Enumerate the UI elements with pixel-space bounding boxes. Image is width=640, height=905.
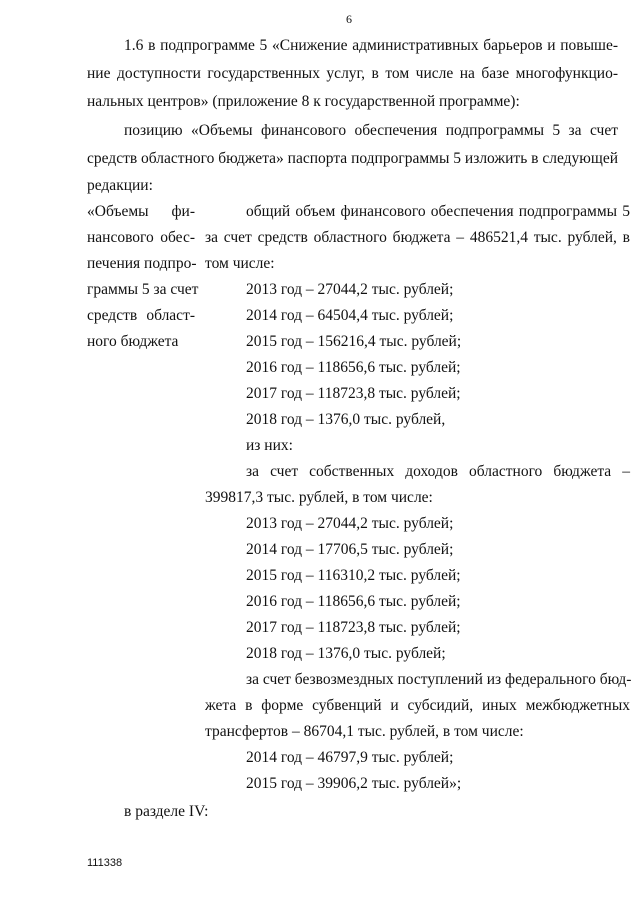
left-column-line: граммы 5 за счет: [87, 281, 199, 298]
section-line: в разделе IV:: [124, 803, 209, 820]
left-column-line: ного бюджета: [87, 333, 179, 350]
left-column-line: печения подпро-: [87, 255, 197, 272]
intro-line: 1.6 в подпрограмме 5 «Снижение административных барьеров и повыше-: [124, 37, 618, 54]
total-year-line: 2013 год – 27044,2 тыс. рублей;: [246, 281, 454, 298]
federal-year-line: 2014 год – 46797,9 тыс. рублей;: [246, 749, 454, 766]
own-year-line: 2014 год – 17706,5 тыс. рублей;: [246, 541, 454, 558]
position-line: позицию «Объемы финансового обеспечения подпрограммы 5 за счет: [124, 122, 618, 139]
intro-line: ние доступности государственных услуг, в том числе на базе многофункцио-: [87, 65, 618, 82]
own-income-line: за счет собственных доходов областного бюджета –: [246, 463, 630, 480]
own-year-line: 2017 год – 118723,8 тыс. рублей;: [246, 619, 461, 636]
total-year-line: 2014 год – 64504,4 тыс. рублей;: [246, 307, 454, 324]
total-line: том числе:: [205, 255, 275, 272]
federal-line: жета в форме субвенций и субсидий, иных межбюджетных: [205, 697, 630, 714]
own-year-line: 2018 год – 1376,0 тыс. рублей;: [246, 645, 446, 662]
of-them-line: из них:: [246, 437, 293, 454]
position-line: редакции:: [87, 177, 153, 194]
left-column-line: «Объемы фи-: [87, 203, 195, 220]
total-line: за счет средств областного бюджета – 486521,4 тыс. рублей, в: [205, 229, 630, 246]
federal-year-line: 2015 год – 39906,2 тыс. рублей»;: [246, 775, 462, 792]
federal-line: трансфертов – 86704,1 тыс. рублей, в том числе:: [205, 723, 524, 740]
position-line: средств областного бюджета» паспорта подпрограммы 5 изложить в следующей: [87, 150, 618, 167]
own-year-line: 2016 год – 118656,6 тыс. рублей;: [246, 593, 461, 610]
own-year-line: 2015 год – 116310,2 тыс. рублей;: [246, 567, 461, 584]
total-year-line: 2016 год – 118656,6 тыс. рублей;: [246, 359, 461, 376]
total-year-line: 2017 год – 118723,8 тыс. рублей;: [246, 385, 461, 402]
left-column-line: средств област-: [87, 307, 195, 324]
intro-line: нальных центров» (приложение 8 к государственной программе):: [87, 93, 520, 110]
total-year-line: 2015 год – 156216,4 тыс. рублей;: [246, 333, 462, 350]
page-number: 6: [346, 12, 352, 26]
left-column-line: нансового обес-: [87, 229, 195, 246]
total-year-line: 2018 год – 1376,0 тыс. рублей,: [246, 411, 446, 428]
own-income-line: 399817,3 тыс. рублей, в том числе:: [205, 489, 433, 506]
federal-line: за счет безвозмездных поступлений из федерального бюд-: [246, 671, 632, 688]
own-year-line: 2013 год – 27044,2 тыс. рублей;: [246, 515, 454, 532]
document-code: 111338: [87, 857, 123, 869]
total-line: общий объем финансового обеспечения подпрограммы 5: [246, 203, 630, 220]
